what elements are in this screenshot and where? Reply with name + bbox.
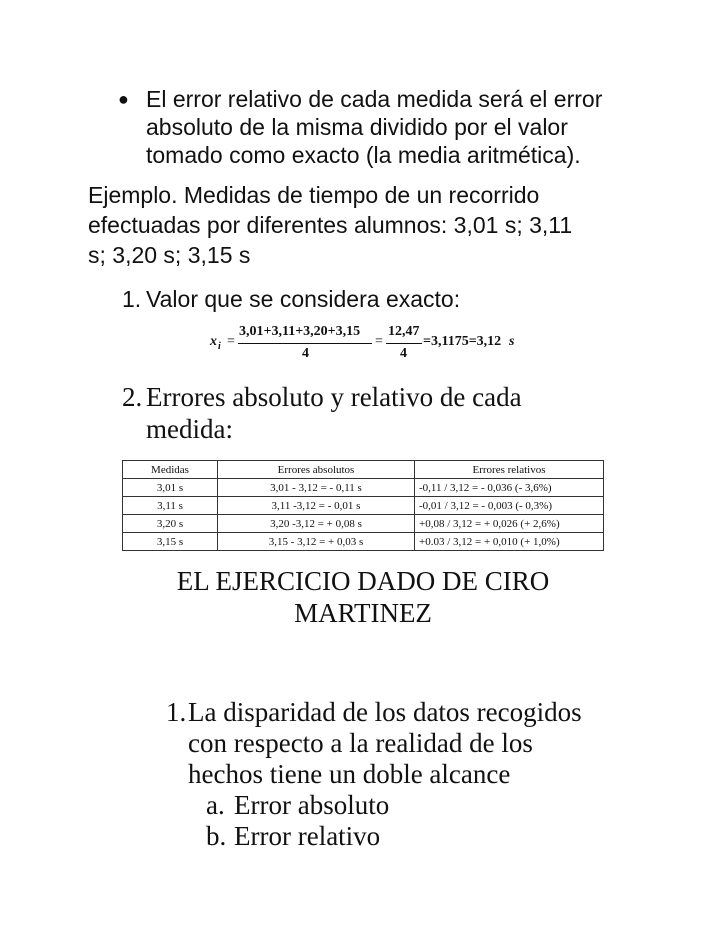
example-line: Ejemplo. Medidas de tiempo de un recorrido [88,182,540,208]
formula-denominator-1: 4 [302,346,309,361]
step-2-number: 2. [122,382,143,412]
formula-lhs: x [210,334,217,349]
formula-numerator-1: 3,01+3,11+3,20+3,15 [239,324,361,339]
table-cell: +0.03 / 3,12 = + 0,010 (+ 1,0%) [415,533,604,551]
step-2-line: medida: [146,414,233,444]
bullet-line: tomado como exacto (la media aritmética). [146,142,581,168]
sub-item-letter: b. [206,821,227,851]
list-item-line: La disparidad de los datos recogidos [188,697,582,727]
step-2-line: Errores absoluto y relativo de cada [146,382,522,412]
formula-unit: s [509,334,515,349]
sub-item-relative [166,821,582,852]
table-header: Errores absolutos [218,461,415,479]
heading-line: EL EJERCICIO DADO DE CIRO [176,566,550,596]
table-row [123,497,604,515]
errors-table [122,460,604,551]
table-cell: -0,01 / 3,12 = - 0,003 (- 0,3%) [415,497,604,515]
table-header: Errores relativos [415,461,604,479]
formula-fraction-bar-1 [238,343,372,344]
list-item-line: con respecto a la realidad de los [188,728,533,758]
sub-item-absolute [166,790,582,821]
example-line: efectuadas por diferentes alumnos: 3,01 s; 3,11 [88,212,573,238]
formula-numerator-2: 12,47 [388,324,420,339]
formula-eq-1: = [227,334,235,349]
table-cell: 3,01 s [123,479,218,497]
bullet-text [146,85,602,169]
example-paragraph [88,180,648,270]
table-cell: 3,11 -3,12 = - 0,01 s [218,497,415,515]
formula-lhs-sub: i [218,341,221,352]
bullet-line: El error relativo de cada medida será el error [146,86,603,112]
step-1 [122,284,460,314]
step-2 [122,381,522,445]
table-header: Medidas [123,461,218,479]
table-cell: 3,01 - 3,12 = - 0,11 s [218,479,415,497]
list-number: 1. [166,697,187,727]
heading-line: MARTINEZ [294,598,432,628]
table-header-row [123,461,604,479]
sub-item-letter: a. [206,790,225,820]
table-cell: 3,20 -3,12 = + 0,08 s [218,515,415,533]
example-line: s; 3,20 s; 3,15 s [88,242,251,268]
sub-item-text: Error absoluto [234,790,390,820]
step-1-text: Valor que se considera exacto: [146,286,461,312]
bullet-line: absoluto de la misma dividido por el valor [146,114,568,140]
formula-eq-2: = [375,334,383,349]
formula-denominator-2: 4 [400,346,407,361]
list-item-line: hechos tiene un doble alcance [188,759,511,789]
table-cell: 3,20 s [123,515,218,533]
bullet-dot-icon: ● [118,89,129,109]
sub-item-text: Error relativo [234,821,381,851]
table-row [123,533,604,551]
table-cell: 3,11 s [123,497,218,515]
exercise-list [166,697,582,852]
table-cell: 3,15 s [123,533,218,551]
table-cell: +0,08 / 3,12 = + 0,026 (+ 2,6%) [415,515,604,533]
exercise-heading [158,565,568,629]
table-cell: -0,11 / 3,12 = - 0,036 (- 3,6%) [415,479,604,497]
table-cell: 3,15 - 3,12 = + 0,03 s [218,533,415,551]
formula-result: =3,1175=3,12 [423,334,502,349]
formula-fraction-bar-2 [386,343,422,344]
step-1-number: 1. [122,286,142,312]
table-row [123,479,604,497]
table-row [123,515,604,533]
